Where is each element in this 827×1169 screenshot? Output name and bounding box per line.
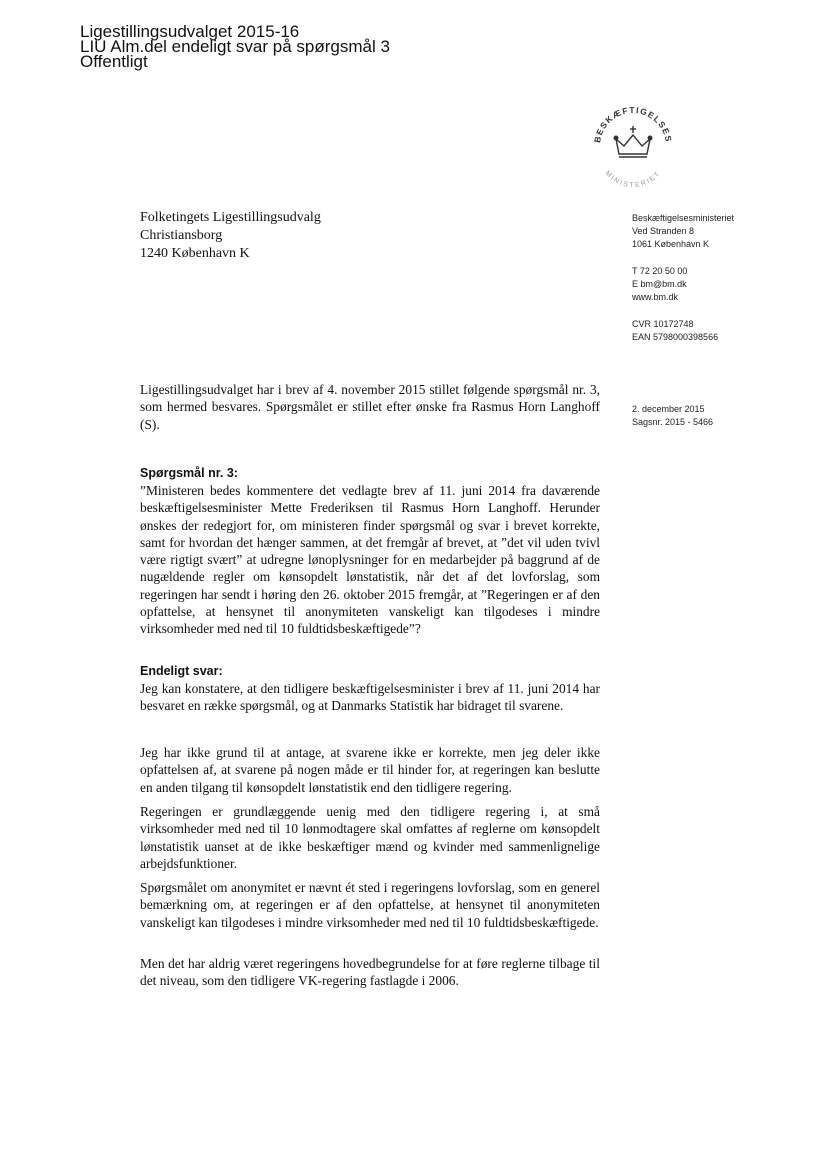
answer-paragraph-2: Jeg har ikke grund til at antage, at svarene ikke er korrekte, men jeg deler ikke opfattelsen af, at svarene på nogen måde er til hinder for, at regeringen kan beslutte en anden tilgang til kønsopdelt lønstatistik end den tidligere regering.: [140, 745, 600, 795]
question-section: [140, 465, 600, 638]
document-stamp: [80, 24, 390, 69]
stamp-classification: Offentligt: [80, 52, 148, 71]
answer-paragraph-4-block: [140, 879, 600, 931]
recipient-address: [140, 209, 321, 263]
stamp-committee: Ligestillingsudvalget 2015-16: [80, 22, 300, 41]
recipient-building: Christiansborg: [140, 228, 223, 243]
logo-top-text: BESKÆFTIGELSES: [592, 104, 674, 144]
logo-bottom-text: MINISTERIET: [603, 169, 663, 190]
ministry-crown-logo: [586, 96, 680, 190]
recipient-name: Folketingets Ligestillingsudvalg: [140, 210, 321, 225]
answer-paragraph-5-block: [140, 955, 600, 990]
recipient-city: 1240 København K: [140, 246, 250, 261]
sender-info: [632, 212, 734, 344]
answer-paragraph-1: Jeg kan konstatere, at den tidligere beskæftigelsesminister i brev af 11. juni 2014 har besvaret en række spørgsmål, og at Danmarks Statistik har bidraget til svarene.: [140, 681, 600, 714]
question-heading: Spørgsmål nr. 3:: [140, 466, 238, 480]
letter-date: 2. december 2015: [632, 404, 705, 414]
sender-street: Ved Stranden 8: [632, 226, 695, 236]
sender-name: Beskæftigelsesministeriet: [632, 213, 735, 223]
answer-section: [140, 663, 600, 715]
sender-ean: EAN 5798000398566: [632, 332, 719, 342]
crown-icon: [614, 126, 652, 157]
answer-paragraph-3: Regeringen er grundlæggende uenig med den tidligere regering i, at små virksomheder med ned til 10 lønmodtagere skal omfattes af reglerne om kønsopdelt lønstatistik uanset at de ikke beskæftiger mænd og kvinder med sammenlignelige arbejdsfunktioner.: [140, 804, 600, 871]
svg-text:BESKÆFTIGELSES: [592, 105, 674, 144]
sender-city: 1061 København K: [632, 239, 710, 249]
sender-email: E bm@bm.dk: [632, 279, 687, 289]
case-number: Sagsnr. 2015 - 5466: [632, 417, 714, 427]
answer-paragraph-5: Men det har aldrig været regeringens hovedbegrundelse for at føre reglerne tilbage til det niveau, som den tidligere VK-regering fastlagde i 2006.: [140, 956, 600, 989]
answer-paragraph-4: Spørgsmålet om anonymitet er nævnt ét sted i regeringens lovforslag, som en generel bemærkning om, at regeringen er af den opfattelse, at hensynet til anonymiteten vanskeligt kan tilgodeses i mindre virksomheder med ned til 10 fuldtidsbeskæftigede.: [140, 880, 600, 930]
sender-phone: T 72 20 50 00: [632, 266, 688, 276]
svg-text:MINISTERIET: [604, 170, 663, 189]
intro-section: [140, 381, 600, 433]
answer-paragraph-3-block: [140, 803, 600, 872]
intro-paragraph: Ligestillingsudvalget har i brev af 4. november 2015 stillet følgende spørgsmål nr. 3, som hermed besvares. Spørgsmålet er stillet efter ønske fra Rasmus Horn Langhoff (S).: [140, 382, 600, 432]
answer-paragraph-2-block: [140, 744, 600, 796]
sender-web: www.bm.dk: [632, 292, 679, 302]
sender-cvr: CVR 10172748: [632, 319, 694, 329]
answer-heading: Endeligt svar:: [140, 664, 223, 678]
question-text: ”Ministeren bedes kommentere det vedlagte brev af 11. juni 2014 fra daværende beskæftigelsesminister Mette Frederiksen til Rasmus Horn Langhoff. Herunder ønskes der redegjort for, om ministeren finder spørgsmål og svar i brevet korrekte, samt for hvordan det hænger sammen, at det fremgår af brevet, at ”det vil uden tvivl være rigtigt svært” at udregne lønoplysninger for en medarbejder på baggrund af de nugældende regler om kønsopdelt lønstatistik, når det af det lovforslag, som regeringen har sendt i høring den 26. oktober 2015 fremgår, at ”Regeringen er af den opfattelse, at hensynet til anonymiteten vanskeligt kan tilgodeses i mindre virksomheder med ned til 10 fuldtidsbeskæftigede”?: [140, 483, 600, 637]
letter-meta: [632, 403, 713, 429]
stamp-reference: LIU Alm.del endeligt svar på spørgsmål 3: [80, 37, 390, 56]
